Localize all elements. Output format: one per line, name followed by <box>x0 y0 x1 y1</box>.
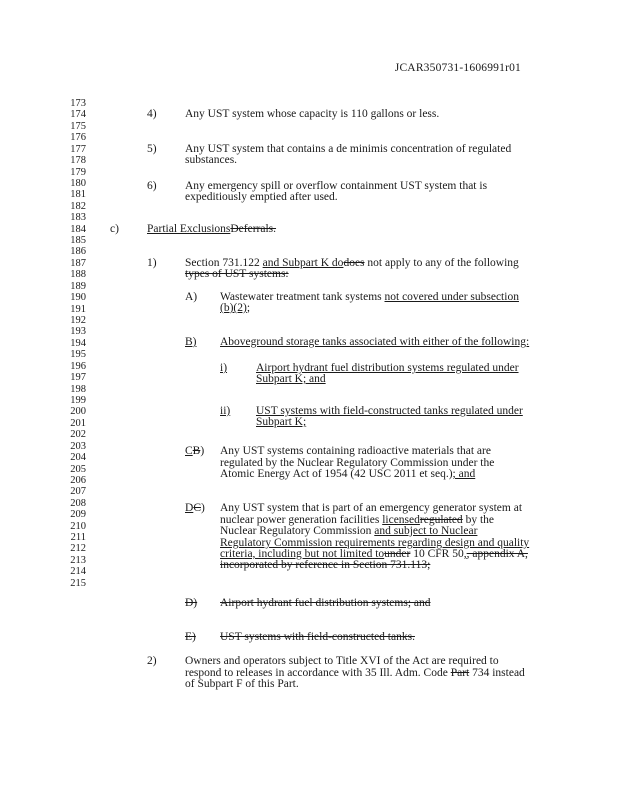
line-number: 182 <box>70 200 86 212</box>
subsection-c-title <box>147 224 276 235</box>
line-number: 177 <box>70 143 86 155</box>
line-number: 175 <box>70 120 86 132</box>
line-number: 173 <box>70 98 86 109</box>
line-number: 210 <box>70 520 86 532</box>
line-number: 212 <box>70 543 86 555</box>
deleted-clause-E-label: E) <box>185 631 196 643</box>
document-id: JCAR350731-1606991r01 <box>394 62 521 74</box>
line-number: 193 <box>70 326 86 338</box>
clause-C-text: regulated by the Nuclear Regulatory Commission under the <box>220 457 495 469</box>
line-number: 205 <box>70 463 86 475</box>
clause-B-i-text: Airport hydrant fuel distribution systems regulated under <box>256 362 519 374</box>
line-number: 197 <box>70 372 86 384</box>
clause-B-i-label: i) <box>220 362 228 374</box>
line-number: 195 <box>70 349 86 361</box>
line-number-column <box>64 98 86 589</box>
deleted-clause-E-text: UST systems with field-constructed tanks. <box>220 631 415 643</box>
line-number: 203 <box>70 440 86 452</box>
line-number: 185 <box>70 235 86 247</box>
clause-B-ii-text: UST systems with field-constructed tanks regulated under <box>256 405 523 417</box>
clause-B-i-text: Subpart K; and <box>256 373 326 385</box>
line-number: 187 <box>70 257 86 269</box>
c2-text: Owners and operators subject to Title XVI of the Act are required to <box>185 655 499 667</box>
line-number: 214 <box>70 566 86 578</box>
inserted-text: ; and <box>452 468 476 480</box>
line-number: 211 <box>70 532 86 544</box>
deleted-text: does <box>343 257 365 269</box>
line-number: 206 <box>70 474 86 486</box>
c1-text <box>185 269 289 280</box>
inserted-text: C <box>185 445 193 457</box>
item-4-number: 4) <box>147 108 157 120</box>
clause-C-text: Any UST systems containing radioactive materials that are <box>220 445 491 457</box>
line-number: 189 <box>70 280 86 292</box>
line-number: 174 <box>70 109 86 121</box>
clause-C-label: CB) <box>185 445 205 457</box>
c2-number: 2) <box>147 655 157 667</box>
inserted-text: and Subpart K do <box>262 257 344 269</box>
inserted-text: (b)(2) <box>220 302 247 314</box>
clause-D-text: Nuclear Regulatory Commission and subject to Nuclear <box>220 525 478 537</box>
line-number: 208 <box>70 497 86 509</box>
clause-D-text: Any UST system that is part of an emergency generator system at <box>220 502 523 514</box>
item-5-number: 5) <box>147 143 157 155</box>
deleted-text: Deferrals. <box>230 223 277 235</box>
line-number: 200 <box>70 406 86 418</box>
line-number: 192 <box>70 315 86 327</box>
line-number: 191 <box>70 303 86 315</box>
subsection-c-label: c) <box>110 223 119 235</box>
clause-D-text: incorporated by reference in Section 731.113; <box>220 559 431 571</box>
item-6-text: Any emergency spill or overflow containment UST system that is <box>185 180 488 192</box>
c1-text: Section 731.122 and Subpart K dodoes not apply to any of the following <box>185 257 519 269</box>
clause-B-ii-text: Subpart K; <box>256 416 307 428</box>
inserted-text: D <box>185 502 194 514</box>
clause-D-text: criteria, including but not limited tounder 10 CFR 50,, appendix A, <box>220 548 528 560</box>
clause-A-label: A) <box>185 291 198 303</box>
line-number: 178 <box>70 155 86 167</box>
clause-A-text: (b)(2); <box>220 302 251 314</box>
clause-B-text: Aboveground storage tanks associated with either of the following: <box>220 336 530 348</box>
line-number: 184 <box>70 223 86 235</box>
item-4-text: Any UST system whose capacity is 110 gallons or less. <box>185 108 440 120</box>
inserted-text: and subject to Nuclear <box>374 525 478 537</box>
line-number: 209 <box>70 509 86 521</box>
line-number: 181 <box>70 189 86 201</box>
deleted-text: regulated <box>419 514 463 526</box>
line-number: 201 <box>70 417 86 429</box>
clause-B-label: B) <box>185 336 197 348</box>
inserted-text: Partial Exclusions <box>147 223 231 235</box>
deleted-text: Part <box>450 667 470 679</box>
deleted-text: B <box>192 445 201 457</box>
inserted-text: , <box>463 548 467 560</box>
line-number: 199 <box>70 394 86 406</box>
line-number: 196 <box>70 360 86 372</box>
line-number: 190 <box>70 292 86 304</box>
line-number: 188 <box>70 269 86 281</box>
inserted-text: not covered under subsection <box>384 291 519 303</box>
clause-C-text: Atomic Energy Act of 1954 (42 USC 2011 et seq.); and <box>220 468 476 480</box>
clause-D-text: nuclear power generation facilities licensedregulated by the <box>220 514 494 526</box>
clause-A-text: Wastewater treatment tank systems not covered under subsection <box>220 291 519 303</box>
deleted-clause-D-label: D) <box>185 597 198 609</box>
deleted-clause-D-text: Airport hydrant fuel distribution systems; and <box>220 597 431 609</box>
deleted-text: types of UST systems: <box>185 268 289 280</box>
inserted-text: criteria, including but not limited to <box>220 548 385 560</box>
line-number: 202 <box>70 429 86 441</box>
item-5-text: Any UST system that contains a de minimis concentration of regulated <box>185 143 512 155</box>
item-6-number: 6) <box>147 180 157 192</box>
deleted-text: under <box>384 548 411 560</box>
c1-number: 1) <box>147 257 157 269</box>
clause-D-label: DC) <box>185 502 205 514</box>
item-6-text: expeditiously emptied after used. <box>185 191 338 203</box>
inserted-text: licensed <box>382 514 420 526</box>
line-number: 198 <box>70 383 86 395</box>
line-number: 183 <box>70 212 86 224</box>
c2-text: respond to releases in accordance with 35 Ill. Adm. Code Part 734 instead <box>185 667 525 679</box>
line-number: 194 <box>70 337 86 349</box>
deleted-text: , appendix A, <box>466 548 528 560</box>
line-number: 186 <box>70 246 86 258</box>
line-number: 176 <box>70 132 86 144</box>
line-number: 207 <box>70 486 86 498</box>
line-number: 180 <box>70 177 86 189</box>
item-5-text: substances. <box>185 154 238 166</box>
line-number: 204 <box>70 452 86 464</box>
line-number: 213 <box>70 554 86 566</box>
deleted-text: C <box>193 502 201 514</box>
clause-D-text: Regulatory Commission requirements regarding design and quality <box>220 537 530 549</box>
clause-B-ii-label: ii) <box>220 405 231 417</box>
c2-text: of Subpart F of this Part. <box>185 678 299 690</box>
line-number: 215 <box>70 577 86 589</box>
line-number: 179 <box>70 166 86 178</box>
